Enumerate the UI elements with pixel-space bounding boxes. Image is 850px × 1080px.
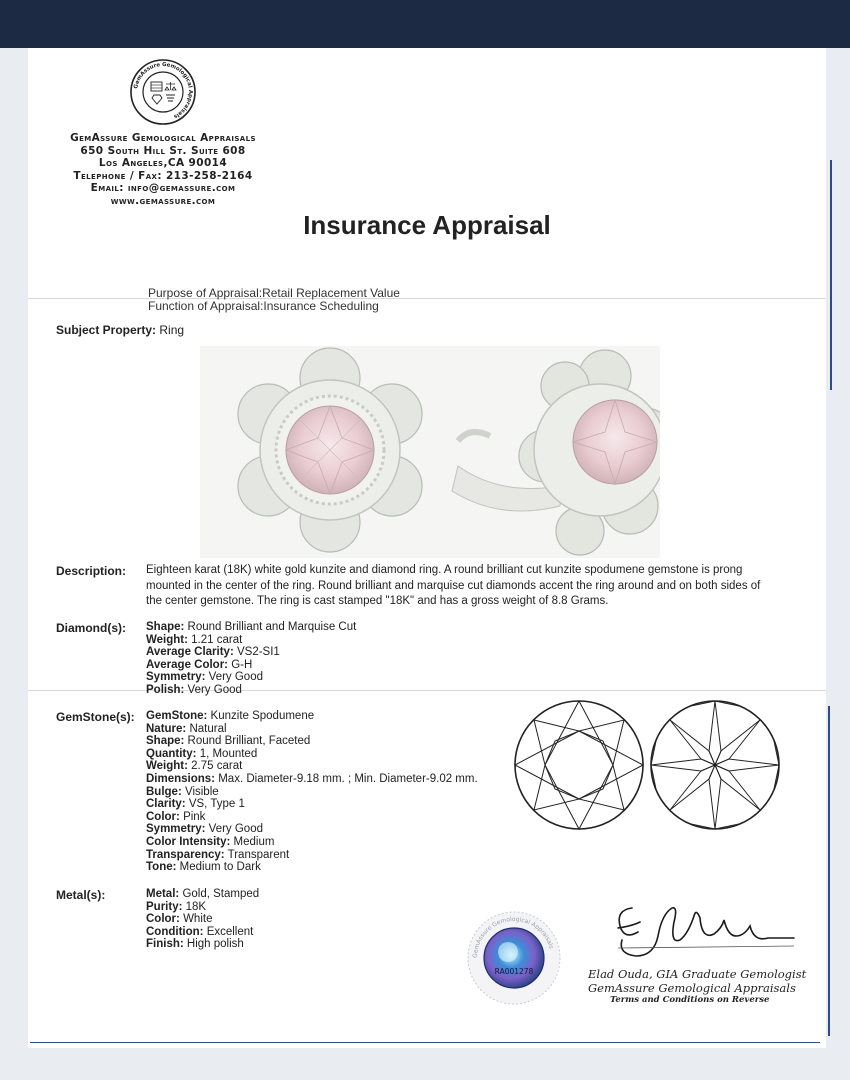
field-value: Medium [233, 835, 275, 848]
gemstone-field [146, 735, 478, 748]
field-value: Very Good [187, 683, 242, 696]
seal-serial: RA001278 [494, 967, 534, 976]
diamond-field [146, 684, 356, 697]
field-key: Finish: [146, 938, 184, 951]
page-edge-line [30, 1042, 820, 1043]
field-key: Symmetry: [146, 671, 206, 684]
handwritten-signature [588, 896, 798, 962]
field-key: GemStone: [146, 710, 208, 722]
field-value: VS2-SI1 [236, 646, 280, 659]
field-key: Transparency: [146, 848, 225, 861]
diamond-field [146, 646, 356, 659]
field-key: Condition: [146, 925, 204, 938]
gemstone-field [146, 849, 478, 862]
field-value: Pink [183, 810, 206, 823]
field-value: Round Brilliant, Faceted [187, 735, 311, 748]
gemstone-field [146, 786, 478, 799]
gemstones-fields [146, 710, 478, 874]
appraisal-document [28, 48, 826, 1048]
company-name: GemAssure Gemological Appraisals [70, 132, 256, 144]
ring-photo [200, 346, 660, 558]
gemstone-field [146, 811, 478, 824]
field-value: High polish [186, 938, 244, 951]
document-title: Insurance Appraisal [303, 210, 551, 240]
metal-field [146, 913, 259, 926]
field-key: Average Clarity: [146, 646, 234, 659]
field-value: Gold, Stamped [182, 888, 260, 900]
metals-label: Metal(s): [56, 888, 106, 902]
gemstones-label: GemStone(s): [56, 710, 135, 724]
company-email: Email: info@gemassure.com [90, 182, 236, 194]
field-value: White [183, 913, 213, 926]
company-phone: Telephone / Fax: 213-258-2164 [73, 169, 253, 182]
gemstone-field [146, 798, 478, 811]
page-edge-line [828, 706, 830, 1036]
pavilion-facet-diagram [648, 698, 782, 832]
field-key: Purity: [146, 900, 183, 913]
company-header [28, 58, 298, 207]
metal-field [146, 901, 259, 914]
metal-field [146, 926, 259, 939]
gemstone-field [146, 836, 478, 849]
purpose-line: Purpose of Appraisal:Retail Replacement Value [148, 286, 400, 300]
field-value: Max. Diameter-9.18 mm. ; Min. Diameter-9.02 mm. [218, 772, 478, 785]
field-key: Dimensions: [146, 772, 216, 785]
field-key: Polish: [146, 683, 185, 696]
diamond-field [146, 659, 356, 672]
subject-property [56, 323, 184, 337]
subject-label: Subject Property: [56, 323, 157, 337]
gemassure-logo-icon [129, 58, 197, 126]
company-city: Los Angeles,CA 90014 [98, 157, 228, 169]
description-text: Eighteen karat (18K) white gold kunzite and diamond ring. A round brilliant cut kunzite spodumene gemstone is prong mounted in the center of the ring. Round brilliant and marquise cut diamonds accent the ring around and on both sides of the center gemstone. The ring is cast stamped "18K" and has a gross weight of 8.8 Grams. [146, 564, 761, 607]
field-value: Round Brilliant and Marquise Cut [187, 621, 357, 633]
metal-field [146, 938, 259, 951]
field-value: Visible [184, 785, 219, 798]
field-key: Metal: [146, 888, 180, 900]
metals-fields [146, 888, 259, 951]
company-website: www.gemassure.com [110, 194, 216, 207]
page-edge-line [830, 160, 832, 390]
gemstone-field [146, 861, 478, 874]
gemstone-field [146, 773, 478, 786]
svg-text:GemAssure Gemological Appraisa: GemAssure Gemological Appraisals [471, 915, 555, 959]
field-value: 2.75 carat [191, 760, 243, 773]
field-value: Natural [189, 722, 227, 735]
gemstone-field [146, 710, 478, 723]
field-key: Shape: [146, 735, 185, 748]
field-value: Medium to Dark [179, 861, 261, 874]
field-value: G-H [231, 658, 253, 671]
field-key: Bulge: [146, 785, 182, 798]
gemstone-field [146, 723, 478, 736]
field-value: 1, Mounted [199, 747, 258, 760]
field-key: Nature: [146, 722, 187, 735]
subject-value: Ring [159, 323, 185, 337]
description-label: Description: [56, 564, 127, 578]
field-key: Average Color: [146, 658, 229, 671]
top-bar [0, 0, 850, 48]
field-key: Weight: [146, 633, 188, 646]
metal-field [146, 888, 259, 901]
function-line: Function of Appraisal:Insurance Scheduling [148, 299, 379, 313]
diamond-field [146, 621, 356, 634]
field-value: Kunzite Spodumene [210, 710, 315, 722]
hologram-seal-icon [466, 910, 562, 1006]
gemstone-field [146, 760, 478, 773]
field-value: Excellent [206, 925, 254, 938]
field-key: Tone: [146, 861, 177, 874]
diamonds-fields [146, 621, 356, 697]
diamond-field [146, 634, 356, 647]
field-value: VS, Type 1 [188, 798, 245, 811]
terms-note: Terms and Conditions on Reverse [610, 995, 770, 1005]
field-value: 18K [185, 900, 207, 913]
appraiser-name: Elad Ouda, GIA Graduate Gemologist [588, 967, 807, 981]
field-value: Very Good [208, 823, 263, 836]
field-key: Quantity: [146, 747, 197, 760]
diamond-field [146, 671, 356, 684]
field-value: Transparent [227, 848, 290, 861]
svg-text:GemAssure Gemological Appraisa: GemAssure Gemological Appraisals [133, 61, 194, 120]
field-key: Color Intensity: [146, 835, 231, 848]
field-key: Weight: [146, 760, 188, 773]
field-value: Very Good [208, 671, 263, 684]
field-key: Symmetry: [146, 823, 206, 836]
field-key: Shape: [146, 621, 185, 633]
field-key: Color: [146, 913, 180, 926]
company-address: 650 South Hill St. Suite 608 [80, 144, 246, 157]
gemstone-field [146, 823, 478, 836]
diamonds-label: Diamond(s): [56, 621, 126, 635]
crown-facet-diagram [512, 698, 646, 832]
field-key: Clarity: [146, 798, 186, 811]
signature-block [588, 896, 808, 1005]
gemstone-field [146, 748, 478, 761]
field-key: Color: [146, 810, 180, 823]
appraiser-company: GemAssure Gemological Appraisals [588, 981, 796, 995]
field-value: 1.21 carat [191, 633, 243, 646]
